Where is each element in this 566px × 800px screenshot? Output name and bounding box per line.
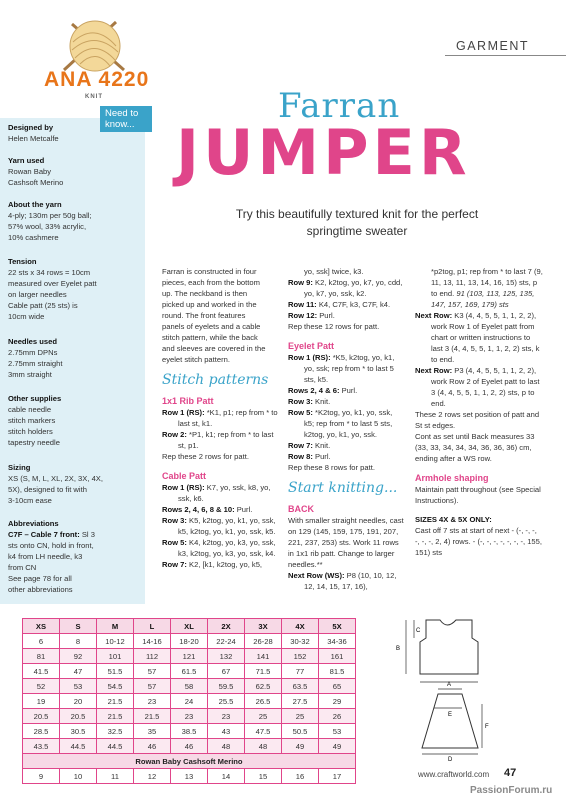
- schematic-label-f: F: [485, 724, 489, 730]
- abbreviations-value: from CN: [8, 563, 37, 572]
- cable-row: yo, ssk] twice, k3.: [304, 267, 364, 276]
- row-text: K2, k2tog, yo, k7, yo, cdd, yo, k7, yo, ssk, k2.: [304, 278, 403, 298]
- back-row: [415, 310, 543, 365]
- yarn-used-value: Rowan Baby: [8, 167, 52, 176]
- table-header-cell: XS: [23, 619, 60, 634]
- row-label: Row 1 (RS):: [288, 353, 331, 362]
- table-cell: 47: [60, 664, 97, 679]
- sizes-text: Cast off 7 sts at start of next - (-, -, -, -, -, -, 2, 4) rows. - (-, -, -, -, -, -, -, 155, 151) sts: [415, 526, 542, 557]
- yarn-used-value: Cashsoft Merino: [8, 178, 64, 187]
- schematic-label-c: C: [416, 628, 421, 634]
- row-label: Next Row (WS):: [288, 571, 345, 580]
- sizing-value: 3-10cm ease: [8, 496, 52, 505]
- row-text: P3 (4, 4, 5, 5, 1, 1, 2, 2), work Row 2 of Eyelet patt to last 3 (4, 4, 5, 5, 1, 1, 2, 2) sts, p to end.: [431, 366, 540, 408]
- garment-schematic: [392, 612, 500, 762]
- table-cell: 21.5: [97, 694, 134, 709]
- section-divider: [445, 55, 566, 56]
- row-text: K3 (4, 4, 5, 5, 1, 1, 2, 2), work Row 1 of Eyelet patt from chart or written instructions to last 3 (4, 4, 5, 5, 1, 1, 2, 2) sts, k to end.: [431, 311, 540, 364]
- abbreviations-block: [8, 518, 140, 595]
- table-cell: 152: [282, 649, 319, 664]
- intro-line: pieces, each from the bottom: [162, 278, 260, 287]
- table-cell: 57: [134, 679, 171, 694]
- table-cell: 49: [319, 739, 356, 754]
- table-row: [23, 634, 356, 649]
- row-text: *K1, p1; rep from * to last st, k1.: [178, 408, 278, 428]
- back-text: Cont as set until Back measures 33 (33, 33, 34, 34, 34, 36, 36, 36) cm, ending after a WS row.: [415, 432, 535, 463]
- yarn-label: Rowan Baby Cashsoft Merino: [23, 754, 356, 769]
- table-cell: 112: [134, 649, 171, 664]
- table-cell: 12: [134, 769, 171, 784]
- table-cell: 51.5: [97, 664, 134, 679]
- table-row: [23, 664, 356, 679]
- abbreviations-value: other abbreviations: [8, 585, 73, 594]
- table-cell: 62.5: [245, 679, 282, 694]
- row-label: Row 9:: [288, 278, 313, 287]
- about-yarn-value: 57% wool, 33% acrylic,: [8, 222, 87, 231]
- table-cell: 21.5: [134, 709, 171, 724]
- back-row: [288, 570, 404, 592]
- tension-label: Tension: [8, 257, 37, 266]
- abbreviations-text: Sl 3: [79, 530, 95, 539]
- row-text: *K5, k2tog, yo, k1, yo, ssk; rep from * to last 5 sts, k5.: [304, 353, 395, 384]
- eyelet-row: [288, 385, 404, 396]
- tension-value: on larger needles: [8, 290, 67, 299]
- supplies-value: tapestry needle: [8, 438, 60, 447]
- table-cell: 23: [134, 694, 171, 709]
- table-cell: 132: [208, 649, 245, 664]
- table-cell: 25.5: [208, 694, 245, 709]
- column-3: [415, 266, 543, 558]
- schematic-label-d: D: [448, 757, 453, 762]
- row-text: Knit.: [312, 441, 331, 450]
- table-cell: 9: [23, 769, 60, 784]
- cable-row: [162, 482, 280, 504]
- table-cell: 20.5: [23, 709, 60, 724]
- table-cell: 81: [23, 649, 60, 664]
- table-cell: 25: [245, 709, 282, 724]
- tension-value: 10cm wide: [8, 312, 45, 321]
- column-2: [288, 266, 404, 592]
- brand-sub-text: KNIT: [85, 94, 103, 100]
- tension-block: [8, 256, 140, 322]
- watermark: PassionForum.ru: [470, 785, 553, 796]
- table-cell: 8: [60, 634, 97, 649]
- needles-block: [8, 336, 140, 380]
- table-cell: 47.5: [245, 724, 282, 739]
- rib-row: Rep these 2 rows for patt.: [162, 452, 249, 461]
- table-cell: 53: [319, 724, 356, 739]
- row-text: K4, C7F, k3, C7F, k4.: [316, 300, 391, 309]
- eyelet-row: [288, 396, 404, 407]
- eyelet-row: [288, 451, 404, 462]
- section-label: GARMENT: [456, 39, 529, 53]
- table-cell: 11: [97, 769, 134, 784]
- table-cell: 101: [97, 649, 134, 664]
- cable-row: [288, 299, 404, 310]
- size-table: [22, 618, 356, 784]
- table-row: [23, 709, 356, 724]
- table-header-cell: 3X: [245, 619, 282, 634]
- table-cell: 38.5: [171, 724, 208, 739]
- table-cell: 71.5: [245, 664, 282, 679]
- brand-logo: [20, 8, 150, 104]
- table-cell: 32.5: [97, 724, 134, 739]
- abbreviations-value: [8, 529, 140, 540]
- yarn-label-row: [23, 754, 356, 769]
- table-cell: 35: [134, 724, 171, 739]
- table-cell: 59.5: [208, 679, 245, 694]
- table-cell: 54.5: [97, 679, 134, 694]
- c7f-label: C7F – Cable 7 front:: [8, 530, 80, 539]
- row-label: Row 5:: [162, 538, 187, 547]
- table-row: [23, 769, 356, 784]
- supplies-block: [8, 393, 140, 448]
- table-cell: 92: [60, 649, 97, 664]
- table-cell: 15: [245, 769, 282, 784]
- table-cell: 20: [60, 694, 97, 709]
- page-title-small: Farran: [278, 86, 401, 126]
- row-text: P8 (10, 10, 12, 12, 14, 15, 17, 16),: [304, 571, 397, 591]
- sizing-label: Sizing: [8, 463, 31, 472]
- yarn-used-label: Yarn used: [8, 156, 45, 165]
- row-text: K2, [k1, k2tog, yo, k5,: [186, 560, 263, 569]
- table-cell: 65: [319, 679, 356, 694]
- armhole-text: Maintain patt throughout (see Special Instructions).: [415, 485, 541, 505]
- row-text: Purl.: [339, 386, 358, 395]
- abbreviations-value: See page 78 for all: [8, 574, 72, 583]
- table-cell: 6: [23, 634, 60, 649]
- rib-row: [162, 429, 280, 451]
- table-header-cell: 4X: [282, 619, 319, 634]
- tension-value: 22 sts x 34 rows = 10cm: [8, 268, 91, 277]
- table-cell: 13: [171, 769, 208, 784]
- table-cell: 30.5: [60, 724, 97, 739]
- intro-line: and sleeves are covered in the: [162, 344, 266, 353]
- schematic-label-e: E: [448, 712, 453, 718]
- eyelet-row: Rep these 8 rows for patt.: [288, 463, 375, 472]
- table-cell: 57: [134, 664, 171, 679]
- row-label: Row 12:: [288, 311, 318, 320]
- table-cell: 23: [171, 709, 208, 724]
- row-label: Row 7:: [162, 560, 187, 569]
- table-cell: 29: [319, 694, 356, 709]
- footer-url[interactable]: www.craftworld.com: [418, 770, 490, 779]
- table-cell: 21.5: [97, 709, 134, 724]
- rib-patt-heading: 1x1 Rib Patt: [162, 396, 214, 406]
- rib-row: [162, 407, 280, 429]
- back-text: With smaller straight needles, cast on 129 (145, 159, 175, 191, 207, 221, 237, 253) sts. Work 11 rows in 1x1 rib patt. Change to larger needles.**: [288, 516, 404, 569]
- eyelet-row: [288, 352, 404, 385]
- start-knitting-heading: Start knitting...: [288, 480, 398, 496]
- cable-row: [162, 559, 280, 570]
- table-cell: 43.5: [23, 739, 60, 754]
- table-cell: 16: [282, 769, 319, 784]
- about-yarn-value: 10% cashmere: [8, 233, 59, 242]
- table-header-cell: S: [60, 619, 97, 634]
- cable-row: [288, 277, 404, 299]
- tension-value: measured over Eyelet patt: [8, 279, 97, 288]
- table-cell: 44.5: [97, 739, 134, 754]
- row-text: *P1, k1; rep from * to last st, p1.: [178, 430, 274, 450]
- table-cell: 30-32: [282, 634, 319, 649]
- table-cell: 63.5: [282, 679, 319, 694]
- about-yarn-label: About the yarn: [8, 200, 62, 209]
- sizing-value: XS (S, M, L, XL, 2X, 3X, 4X,: [8, 474, 103, 483]
- table-cell: 141: [245, 649, 282, 664]
- table-header-cell: M: [97, 619, 134, 634]
- table-cell: 24: [171, 694, 208, 709]
- table-cell: 48: [245, 739, 282, 754]
- tag-line: know...: [105, 119, 135, 130]
- column-1: [162, 266, 280, 570]
- row-text: K4, k2tog, yo, k3, yo, ssk, k3, k2tog, yo, k3, yo, ssk, k4.: [178, 538, 276, 558]
- table-header-cell: XL: [171, 619, 208, 634]
- row-label: Row 3:: [288, 397, 313, 406]
- intro-line: round. The front features: [162, 311, 246, 320]
- about-yarn-block: [8, 199, 140, 243]
- row-text: Purl.: [317, 311, 335, 320]
- table-cell: 26-28: [245, 634, 282, 649]
- table-cell: 18-20: [171, 634, 208, 649]
- designed-by-value: Helen Metcalfe: [8, 134, 59, 143]
- subtitle-line: springtime sweater: [306, 224, 408, 238]
- sizing-block: [8, 462, 140, 506]
- yarn-used-block: [8, 155, 140, 188]
- table-cell: 26.5: [245, 694, 282, 709]
- designed-by-label: Designed by: [8, 123, 54, 132]
- table-cell: 81.5: [319, 664, 356, 679]
- table-cell: 53: [60, 679, 97, 694]
- needles-value: 2.75mm straight: [8, 359, 63, 368]
- back-row: [415, 365, 543, 409]
- table-cell: 20.5: [60, 709, 97, 724]
- back-heading: BACK: [288, 504, 314, 514]
- row-text: Purl.: [312, 452, 331, 461]
- table-header-row: [23, 619, 356, 634]
- row-label: Row 1 (RS):: [162, 408, 205, 417]
- table-cell: 49: [282, 739, 319, 754]
- intro-line: Farran is constructed in four: [162, 267, 257, 276]
- cable-row: [162, 515, 280, 537]
- supplies-value: stitch markers: [8, 416, 56, 425]
- stitch-count: 91 (103, 113, 125, 135, 147, 157, 169, 179) sts: [431, 289, 535, 309]
- table-cell: 77: [282, 664, 319, 679]
- table-header-cell: L: [134, 619, 171, 634]
- needles-label: Needles used: [8, 337, 57, 346]
- table-cell: 10: [60, 769, 97, 784]
- needles-value: 3mm straight: [8, 370, 52, 379]
- table-cell: 41.5: [23, 664, 60, 679]
- table-cell: 121: [171, 649, 208, 664]
- cable-patt-heading: Cable Patt: [162, 471, 207, 481]
- abbreviations-label: Abbreviations: [8, 519, 59, 528]
- intro-line: eyelet stitch pattern.: [162, 355, 230, 364]
- table-cell: 25: [282, 709, 319, 724]
- eyelet-row: [288, 407, 404, 440]
- row-label: Row 7:: [288, 441, 313, 450]
- row-text: Purl.: [234, 505, 253, 514]
- row-label: Next Row:: [415, 366, 453, 375]
- table-cell: 17: [319, 769, 356, 784]
- schematic-label-b: B: [396, 646, 401, 652]
- cable-row: [162, 504, 280, 515]
- back-text: These 2 rows set position of patt and St st edges.: [415, 410, 540, 430]
- eyelet-row: [288, 440, 404, 451]
- brand-logo-text: ANA 4220: [44, 68, 150, 91]
- table-cell: 44.5: [60, 739, 97, 754]
- designed-by-block: [8, 122, 140, 144]
- intro-line: stitch pattern, while the back: [162, 333, 258, 342]
- table-cell: 23: [208, 709, 245, 724]
- stitch-patterns-heading: Stitch patterns: [162, 372, 269, 388]
- cable-row: [162, 537, 280, 559]
- row-label: Row 8:: [288, 452, 313, 461]
- row-text: Knit.: [312, 397, 331, 406]
- table-header-cell: 5X: [319, 619, 356, 634]
- table-cell: 26: [319, 709, 356, 724]
- table-cell: 14: [208, 769, 245, 784]
- abbreviations-value: sts onto CN, hold in front,: [8, 541, 94, 550]
- table-cell: 67: [208, 664, 245, 679]
- table-cell: 14-16: [134, 634, 171, 649]
- row-label: Row 11:: [288, 300, 317, 309]
- row-text: K5, k2tog, yo, k1, yo, ssk, k5, k2tog, yo, k1, yo, ssk, k5.: [178, 516, 276, 536]
- table-cell: 58: [171, 679, 208, 694]
- table-cell: 10-12: [97, 634, 134, 649]
- table-cell: 22-24: [208, 634, 245, 649]
- row-label: Row 1 (RS):: [162, 483, 205, 492]
- sizing-value: 5X), designed to fit with: [8, 485, 87, 494]
- tension-value: Cable patt (25 sts) is: [8, 301, 78, 310]
- supplies-value: stitch holders: [8, 427, 53, 436]
- table-row: [23, 739, 356, 754]
- row-label: Next Row:: [415, 311, 453, 320]
- table-row: [23, 724, 356, 739]
- table-cell: 61.5: [171, 664, 208, 679]
- intro-line: panels of eyelets and a cable: [162, 322, 261, 331]
- armhole-heading: Armhole shaping: [415, 473, 489, 483]
- page-subtitle: [200, 206, 514, 240]
- table-row: [23, 649, 356, 664]
- needles-value: 2.75mm DPNs: [8, 348, 58, 357]
- cable-row: Rep these 12 rows for patt.: [288, 322, 380, 331]
- back-row-cont: [415, 266, 543, 310]
- tag-line: Need to: [105, 108, 139, 119]
- supplies-label: Other supplies: [8, 394, 62, 403]
- table-cell: 27.5: [282, 694, 319, 709]
- table-cell: 52: [23, 679, 60, 694]
- table-cell: 34-36: [319, 634, 356, 649]
- table-cell: 28.5: [23, 724, 60, 739]
- supplies-value: cable needle: [8, 405, 52, 414]
- table-cell: 46: [134, 739, 171, 754]
- row-label: Row 5:: [288, 408, 313, 417]
- sizes-heading: SIZES 4X & 5X ONLY:: [415, 515, 492, 524]
- table-cell: 161: [319, 649, 356, 664]
- page-number: 47: [504, 767, 517, 779]
- row-label: Row 2:: [162, 430, 187, 439]
- table-cell: 19: [23, 694, 60, 709]
- row-text: *p2tog, p1; rep from * to last 7 (9, 11, 13, 11, 13, 14, 16, 15) sts, p to end.: [431, 267, 543, 298]
- table-cell: 50.5: [282, 724, 319, 739]
- eyelet-patt-heading: Eyelet Patt: [288, 341, 335, 351]
- row-label: Rows 2, 4 & 6:: [288, 386, 340, 395]
- intro-line: picked up and worked in the: [162, 300, 257, 309]
- row-label: Rows 2, 4, 6, 8 & 10:: [162, 505, 235, 514]
- row-label: Row 3:: [162, 516, 187, 525]
- about-yarn-value: 4-ply; 130m per 50g ball;: [8, 211, 92, 220]
- row-text: K7, yo, ssk, k8, yo, ssk, k6.: [178, 483, 271, 503]
- intro-text: [162, 266, 280, 365]
- intro-line: up. The neckband is then: [162, 289, 248, 298]
- table-row: [23, 694, 356, 709]
- table-cell: 48: [208, 739, 245, 754]
- table-row: [23, 679, 356, 694]
- table-cell: 46: [171, 739, 208, 754]
- page-title: JUMPER: [176, 116, 471, 189]
- table-cell: 43: [208, 724, 245, 739]
- schematic-label-a: A: [447, 682, 452, 688]
- abbreviations-value: k4 from LH needle, k3: [8, 552, 83, 561]
- subtitle-line: Try this beautifully textured knit for the perfect: [235, 207, 479, 221]
- cable-row: [288, 310, 404, 321]
- table-header-cell: 2X: [208, 619, 245, 634]
- row-text: *K2tog, yo, k1, yo, ssk, k5; rep from * to last 5 sts, k2tog, yo, k1, yo, ssk.: [304, 408, 393, 439]
